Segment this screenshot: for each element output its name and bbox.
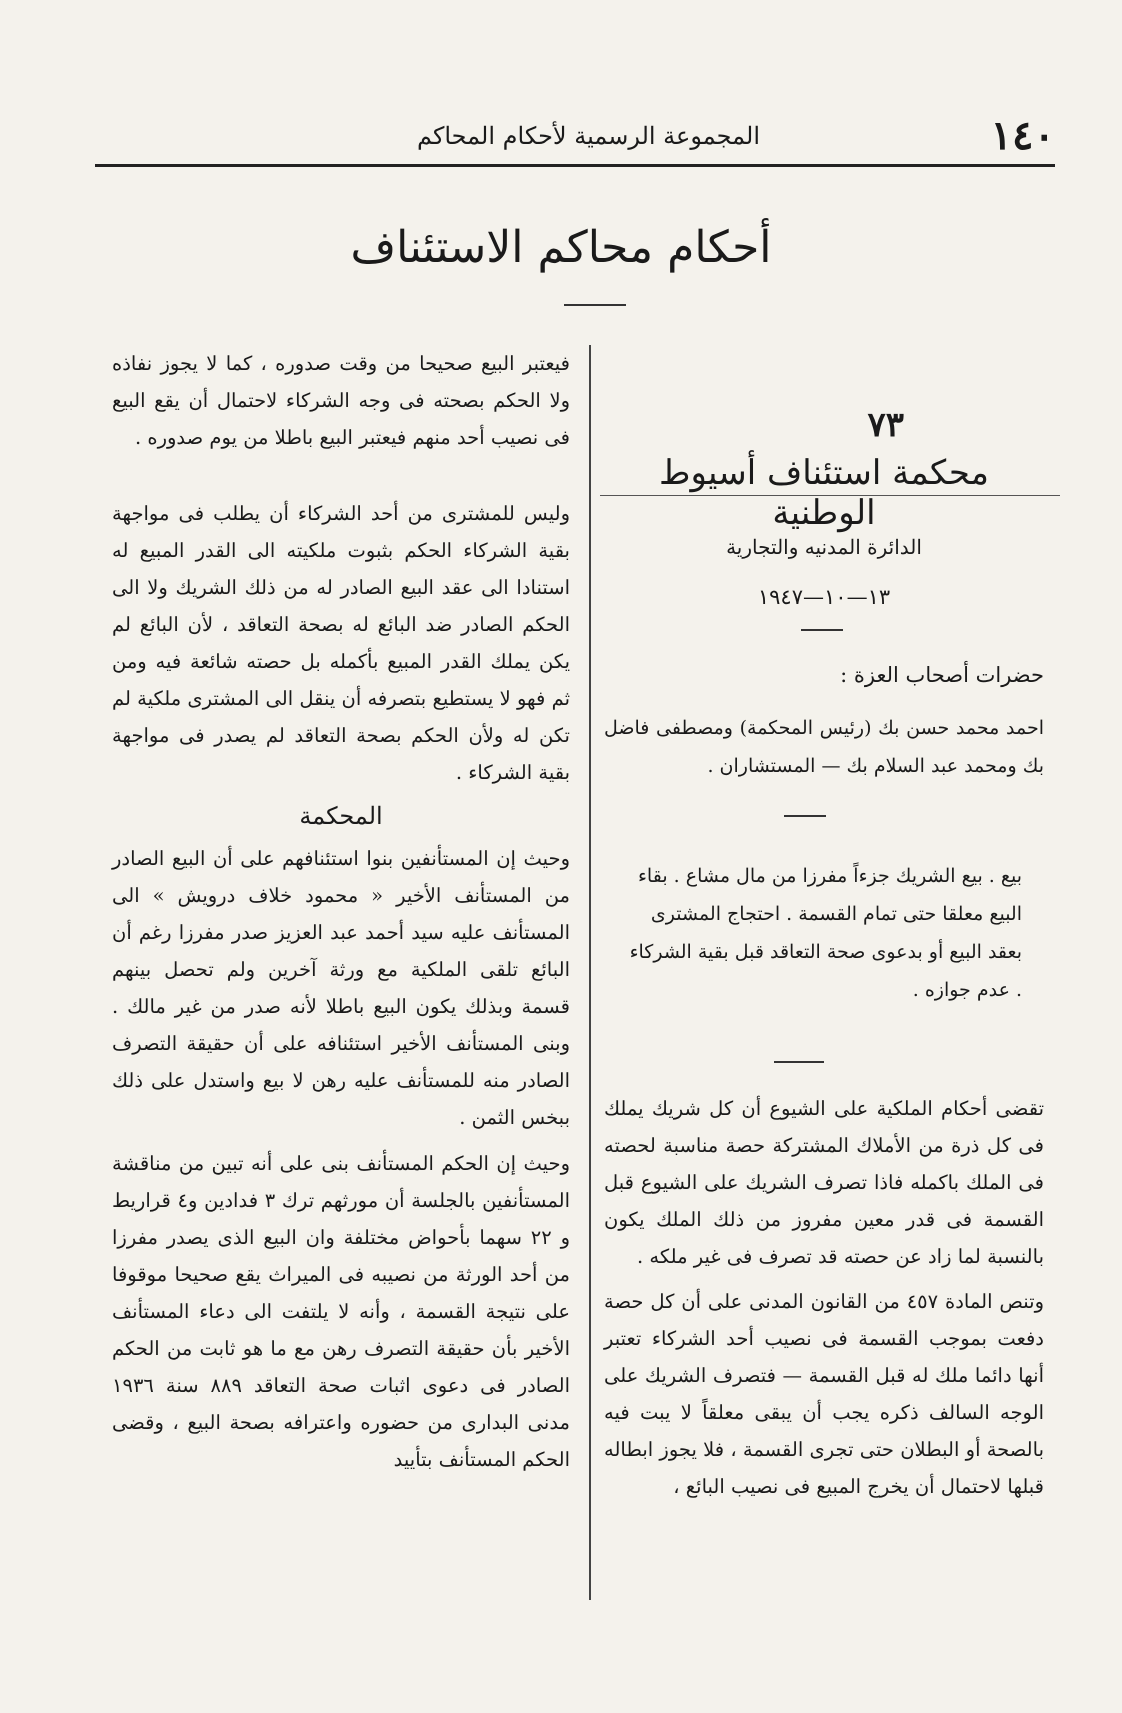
body-paragraph: وحيث إن الحكم المستأنف بنى على أنه تبين من مناقشة المستأنفين بالجلسة أن مورثهم ترك ٣ فدادين و٤ قراريط و ٢٢ سهما بأحواض مختلفة وان البيع الذى يصدر مفرزا من أحد الورثة من نصيبه فى الميراث يقع صحيحا موقوفا على نتيجة القسمة ، وأنه لا يلتفت الى دعاء المستأنف الأخير بأن حقيقة التصرف رهن مع ما هو ثابت من الحكم الصادر فى دعوى اثبات صحة التعاقد ٨٨٩ سنة ١٩٣٦ مدنى البدارى من حضوره واعترافه بصحة البيع ، وقضى الحكم المستأنف بتأييد — [112, 1152, 571, 1471]
summary-rule — [600, 495, 1060, 496]
case-number: ٧٣ — [867, 405, 904, 445]
title-rule — [564, 304, 626, 306]
separator-rule — [774, 1061, 824, 1063]
body-paragraph: فيعتبر البيع صحيحا من وقت صدوره ، كما لا يجوز نفاذه ولا الحكم بصحته فى وجه الشركاء لاحتمال أن يقع البيع فى نصيب أحد منهم فيعتبر البيع باطلا من يوم صدوره . — [112, 352, 570, 449]
running-header — [95, 112, 1055, 162]
page-number: ١٤٠ — [990, 112, 1055, 159]
case-date: ١٣—١٠—١٩٤٧ — [757, 585, 891, 609]
body-paragraph: تقضى أحكام الملكية على الشيوع أن كل شريك يملك فى كل ذرة من الأملاك المشتركة حصة مناسبة لحصته فى الملك باكمله فاذا تصرف الشريك على الشيوع قبل القسمة فى قدر معين مفروز من ذلك الملك يكون بالنسبة لما زاد عن حصته قد تصرف فى غير ملكه . — [604, 1097, 1044, 1268]
court-circuit: الدائرة المدنيه والتجارية — [726, 535, 922, 559]
case-summary: بيع . بيع الشريك جزءاً مفرزا من مال مشاع . بقاء البيع معلقا حتى تمام القسمة . احتجاج المشترى بعقد البيع أو بدعوى صحة التعاقد قبل بقية الشركاء . عدم جوازه . — [629, 865, 1022, 1001]
body-paragraph: وتنص المادة ٤٥٧ من القانون المدنى على أن كل حصة دفعت بموجب القسمة فى نصيب أحد الشركاء تعتبر أنها دائما ملك له قبل القسمة — فتصرف الشريك على الوجه السالف ذكره يجب أن يبقى معلقاً لا يبت فيه بالصحة أو البطلان حتى تجرى القسمة ، فلا يجوز ابطاله قبلها لاحتمال أن يخرج المبيع فى نصيب البائع ، — [604, 1290, 1045, 1498]
separator-rule — [801, 629, 843, 631]
judges-names: احمد محمد حسن بك (رئيس المحكمة) ومصطفى فاضل بك ومحمد عبد السلام بك — المستشاران . — [604, 717, 1044, 777]
body-paragraph: وليس للمشترى من أحد الشركاء أن يطلب فى مواجهة بقية الشركاء الحكم بثبوت ملكيته الى القدر المبيع له استنادا الى عقد البيع الصادر له من ذلك الشريك ولا الى الحكم الصادر ضد البائع له بصحة التعاقد ، لأن البائع لم يكن يملك القدر المبيع بأكمله بل حصته شائعة فيه ومن ثم فهو لا يستطيع بتصرفه أن ينقل الى المشترى ملكية لم تكن له ولأن الحكم بصحة التعاقد لم يصدر فى مواجهة بقية الشركاء . — [112, 502, 570, 784]
body-paragraph: وحيث إن المستأنفين بنوا استئنافهم على أن البيع الصادر من المستأنف الأخير « محمود خلاف درويش » الى المستأنف عليه سيد أحمد عبد العزيز صدر مفرزا رغم أن البائع تلقى الملكية مع ورثة آخرين ولم تحصل بينهم قسمة وبذلك يكون البيع باطلا لأنه صدر من غير مالك . وبنى المستأنف الأخير استئنافه على أن حقيقة التصرف الصادر منه للمستأنف عليه رهن لا بيع واستدل على ذلك ببخس الثمن . — [112, 847, 570, 1129]
section-title: أحكام محاكم الاستئناف — [350, 222, 772, 273]
separator-rule — [784, 815, 826, 817]
court-name: محكمة استئناف أسيوط الوطنية — [659, 453, 989, 533]
judges-heading: حضرات أصحاب العزة : — [840, 663, 1044, 687]
court-heading: المحكمة — [299, 802, 383, 830]
running-title: المجموعة الرسمية لأحكام المحاكم — [416, 122, 760, 150]
column-divider — [589, 345, 591, 1600]
header-rule — [95, 164, 1055, 167]
